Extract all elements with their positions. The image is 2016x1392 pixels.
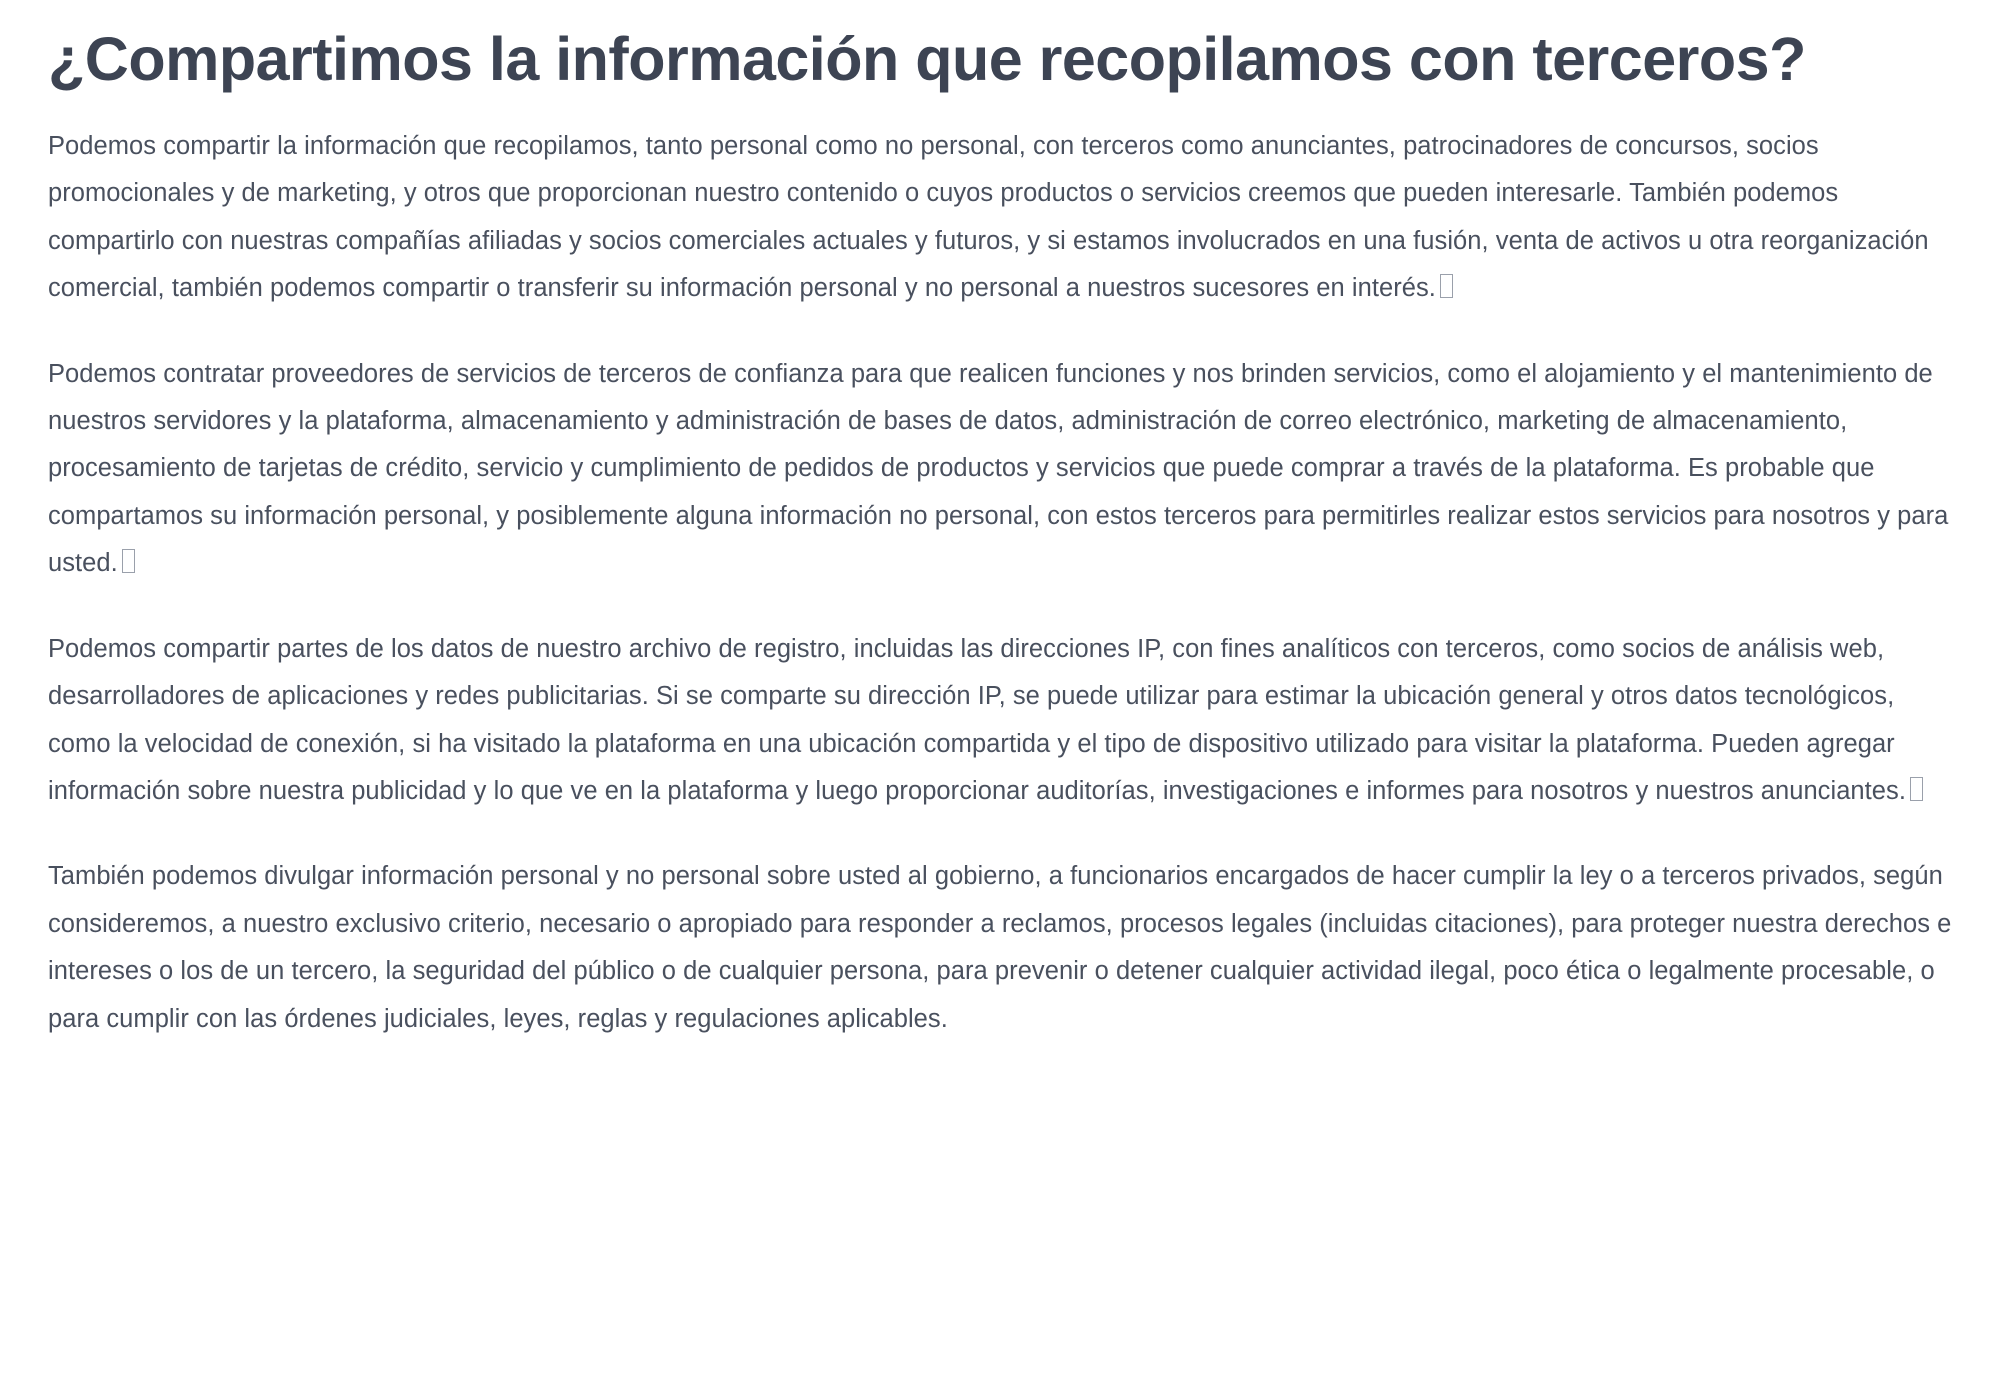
- body-paragraph: [48, 351, 1953, 588]
- missing-glyph-icon: [1440, 274, 1453, 298]
- paragraph-text: Podemos contratar proveedores de servicios de terceros de confianza para que realicen funciones y nos brinden servicios, como el alojamiento y el mantenimiento de nuestros servidores y la plataforma, almacenamiento y administración de bases de datos, administración de correo electrónico, marketing de almacenamiento, procesamiento de tarjetas de crédito, servicio y cumplimiento de pedidos de productos y servicios que puede comprar a través de la plataforma. Es probable que compartamos su información personal, y posiblemente alguna información no personal, con estos terceros para permitirles realizar estos servicios para nosotros y para usted.: [48, 359, 1949, 578]
- paragraph-text: Podemos compartir la información que recopilamos, tanto personal como no personal, con terceros como anunciantes, patrocinadores de concursos, socios promocionales y de marketing, y otros que proporcionan nuestro contenido o cuyos productos o servicios creemos que pueden interesarle. También podemos compartirlo con nuestras compañías afiliadas y socios comerciales actuales y futuros, y si estamos involucrados en una fusión, venta de activos u otra reorganización comercial, también podemos compartir o transferir su información personal y no personal a nuestros sucesores en interés.: [48, 131, 1929, 303]
- paragraph-text: También podemos divulgar información personal y no personal sobre usted al gobierno, a funcionarios encargados de hacer cumplir la ley o a terceros privados, según consideremos, a nuestro exclusivo criterio, necesario o apropiado para responder a reclamos, procesos legales (incluidas citaciones), para proteger nuestra derechos e intereses o los de un tercero, la seguridad del público o de cualquier persona, para prevenir o detener cualquier actividad ilegal, poco ética o legalmente procesable, o para cumplir con las órdenes judiciales, leyes, reglas y regulaciones aplicables.: [48, 862, 1952, 1033]
- document-body: [48, 123, 1953, 1043]
- missing-glyph-icon: [1910, 777, 1923, 801]
- paragraph-text: Podemos compartir partes de los datos de nuestro archivo de registro, incluidas las direcciones IP, con fines analíticos con terceros, como socios de análisis web, desarrolladores de aplicaciones y redes publicitarias. Si se comparte su dirección IP, se puede utilizar para estimar la ubicación general y otros datos tecnológicos, como la velocidad de conexión, si ha visitado la plataforma en una ubicación compartida y el tipo de dispositivo utilizado para visitar la plataforma. Pueden agregar información sobre nuestra publicidad y lo que ve en la plataforma y luego proporcionar auditorías, investigaciones e informes para nosotros y nuestros anunciantes.: [48, 634, 1906, 806]
- body-paragraph: [48, 853, 1953, 1043]
- page-title: ¿Compartimos la información que recopilamos con terceros?: [48, 25, 1806, 93]
- body-paragraph: [48, 123, 1953, 313]
- body-paragraph: [48, 626, 1953, 816]
- missing-glyph-icon: [122, 549, 135, 573]
